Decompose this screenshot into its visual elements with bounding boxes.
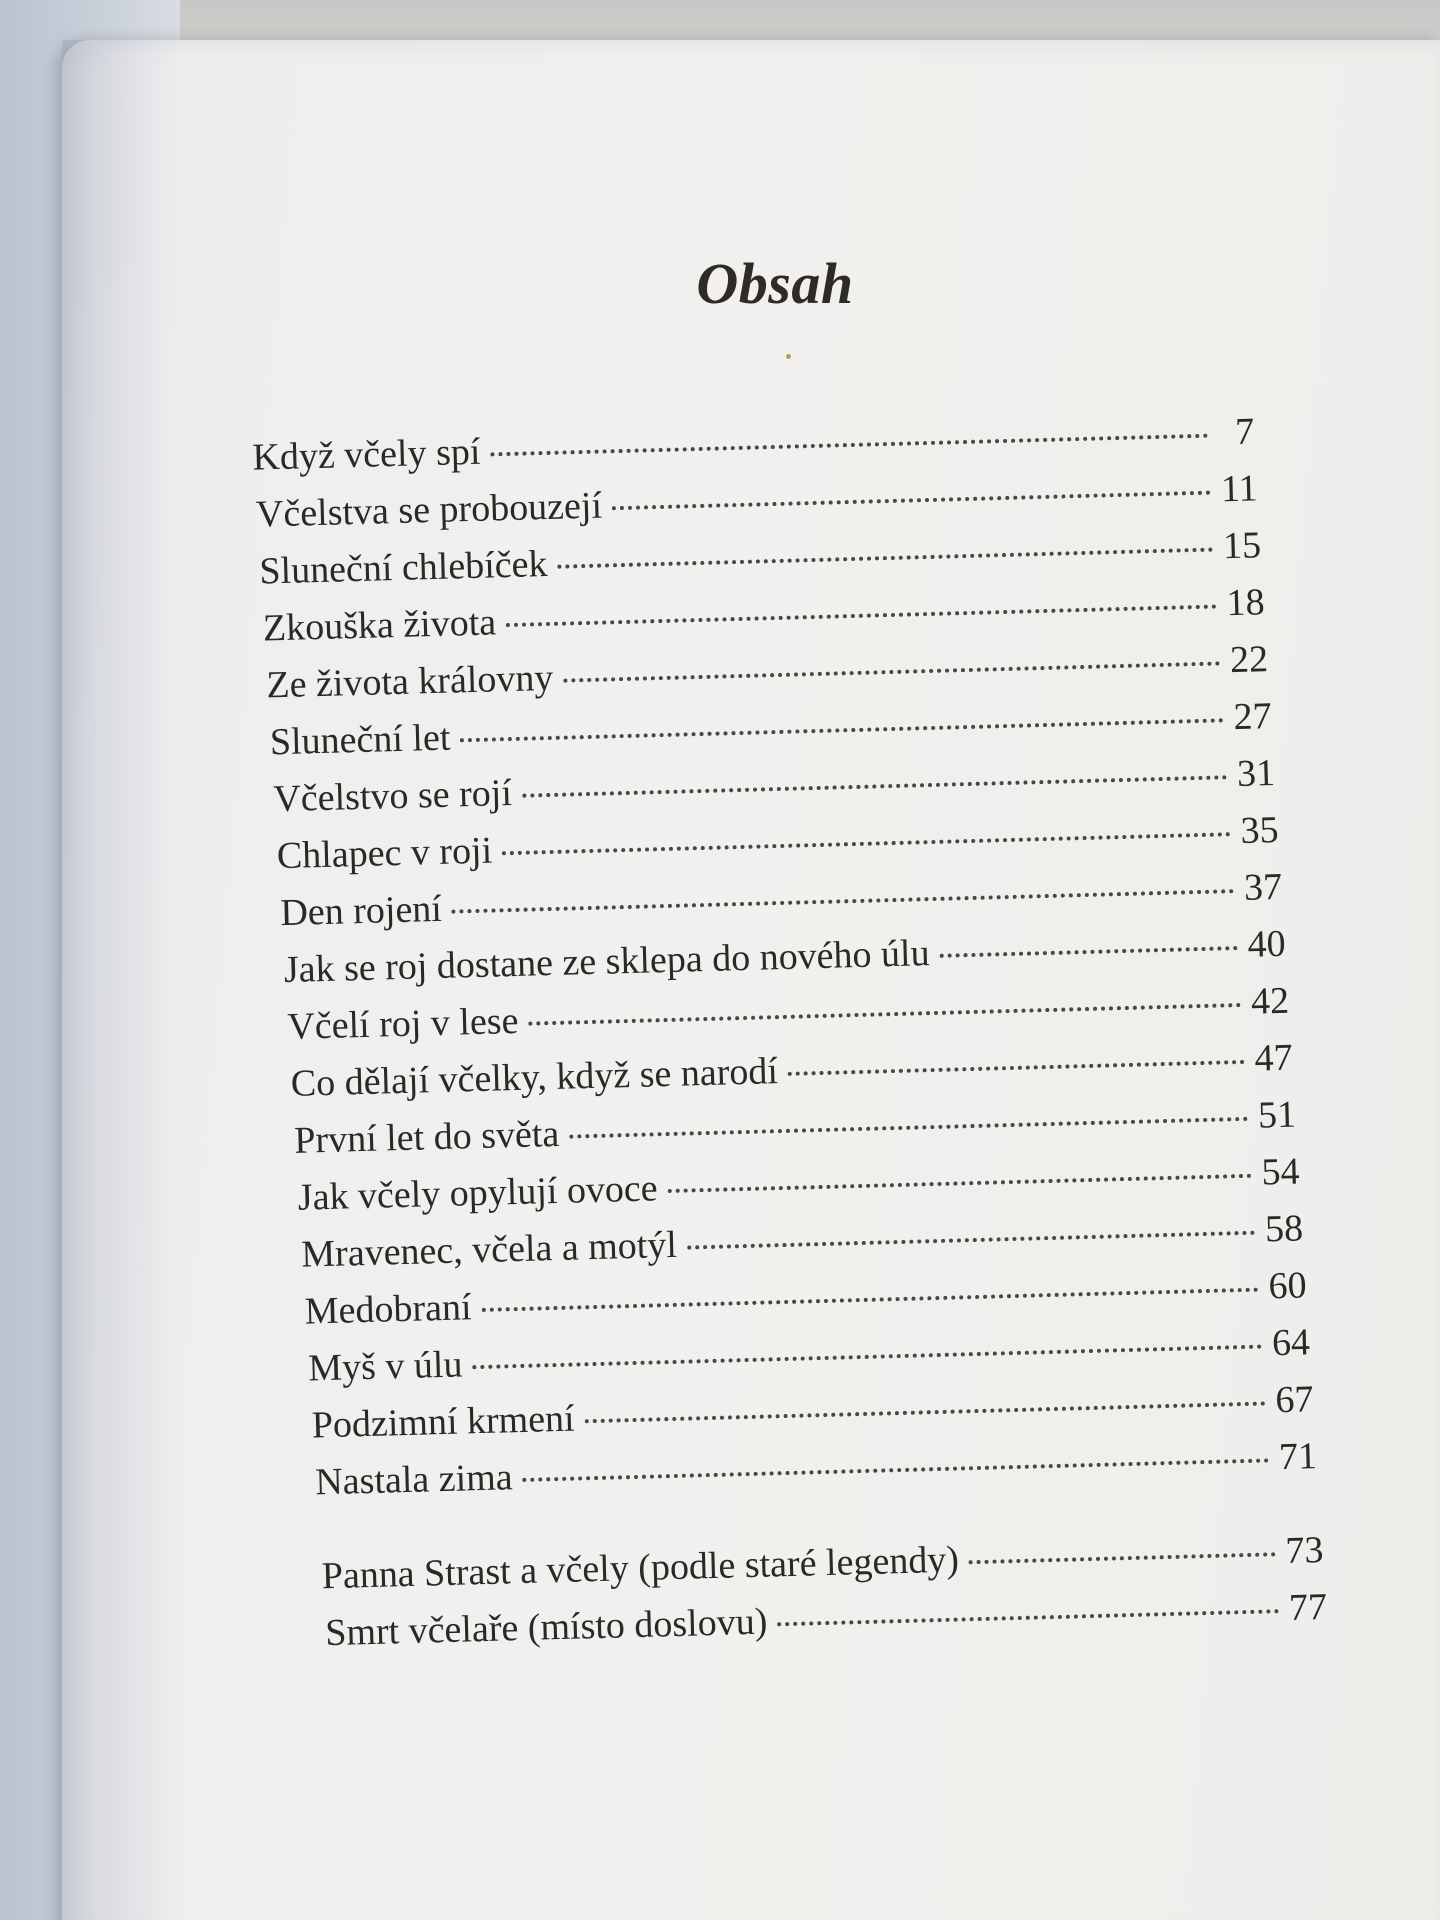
toc-entry [273,751,1276,821]
toc-entry-title: Jak včely opylují ovoce [297,1167,659,1219]
dot-leader [506,604,1217,627]
dot-leader [472,1345,1262,1370]
dot-leader [585,1401,1266,1423]
toc-entry-page: 51 [1257,1093,1297,1137]
toc-entry-title: Medobraní [304,1286,473,1333]
toc-entry [280,865,1283,935]
toc-entry-title: Včelstvo se rojí [272,772,513,821]
dot-leader [490,434,1208,457]
toc-entry-page: 54 [1260,1150,1301,1194]
toc-entry [304,1263,1307,1333]
toc-entry-page: 47 [1253,1036,1294,1080]
dot-leader [687,1231,1255,1250]
toc-entry-page: 22 [1229,638,1269,682]
toc-entry-title: Panna Strast a včely (podle staré legendy) [321,1538,960,1598]
toc-entry [252,409,1255,479]
dot-leader [482,1288,1259,1312]
toc-entry-page: 31 [1236,752,1276,796]
dot-leader [563,661,1220,682]
toc-entry [290,1036,1293,1106]
dot-leader [569,1117,1248,1139]
toc-entry [287,979,1290,1049]
toc-entry [259,523,1262,593]
toc-entry-page: 35 [1240,808,1280,852]
toc-entry-title: Smrt včelaře (místo doslovu) [324,1600,768,1655]
toc-entry [308,1320,1311,1390]
toc-entry-page: 64 [1271,1321,1311,1365]
toc-entry-title: Co dělají včelky, když se narodí [290,1050,779,1105]
dot-leader [969,1552,1276,1564]
toc-entry-title: Zkouška života [262,601,497,650]
toc-entry-page: 27 [1233,695,1273,739]
dot-leader [528,1003,1241,1026]
toc-entry-page: 77 [1288,1585,1328,1629]
toc-entry [262,580,1265,650]
toc-entry-page: 18 [1226,581,1266,625]
toc-entry-title: První let do světa [293,1112,560,1162]
toc-entry [325,1585,1328,1655]
toc-entry [315,1434,1318,1504]
dot-leader [668,1174,1252,1193]
dot-leader [522,775,1227,797]
toc-entry-page: 58 [1264,1207,1304,1251]
dot-leader [940,946,1238,958]
dot-leader [523,1458,1270,1482]
toc-entry [297,1150,1300,1220]
dot-leader [452,889,1234,913]
toc-entry-page: 37 [1243,865,1283,909]
dot-leader [460,718,1223,742]
dot-leader [612,491,1211,511]
toc-entry [276,808,1279,878]
toc-entry-title: Ze života královny [265,656,554,707]
toc-entry-page: 11 [1220,467,1259,511]
dot-leader [502,832,1231,855]
toc-entry-page: 60 [1267,1264,1308,1308]
toc-entry-title: Myš v úlu [307,1343,463,1390]
toc-entry-title: Nastala zima [314,1456,514,1504]
toc-entry-page: 67 [1274,1378,1315,1422]
toc-entry-page: 42 [1250,979,1290,1023]
toc-entry [294,1093,1297,1163]
toc-entry [301,1206,1304,1276]
toc-entry [269,694,1272,764]
toc-entry [311,1377,1314,1447]
toc-entry-page: 40 [1247,922,1287,966]
page-title: Obsah [696,251,854,316]
toc-entry-page: 73 [1284,1529,1324,1573]
toc-entry-title: Podzimní krmení [311,1397,576,1447]
toc-entry [321,1528,1324,1598]
toc-entry-title: Chlapec v roji [276,829,493,878]
dot-leader [788,1060,1245,1076]
toc-entry-title: Jak se roj dostane ze sklepa do nového úlu [283,932,931,992]
toc-entry-page: 15 [1222,524,1262,568]
toc-entry [266,637,1269,707]
toc-entry [283,922,1286,992]
toc-entry-title: Včelí roj v lese [286,999,519,1048]
toc-entry-title: Mravenec, včela a motýl [300,1223,678,1276]
toc-entry-page: 7 [1234,410,1255,453]
dot-leader [557,548,1213,569]
toc-entry-page: 71 [1278,1435,1318,1479]
toc-entry-title: Sluneční let [269,716,451,764]
toc-entry-title: Včelstva se probouzejí [255,484,603,536]
toc-entry [255,466,1258,536]
toc-entry-title: Sluneční chlebíček [258,543,548,593]
dot-leader [777,1609,1279,1626]
toc-entry-title: Den rojení [279,887,443,935]
toc-entry-title: Když včely spí [251,430,481,479]
